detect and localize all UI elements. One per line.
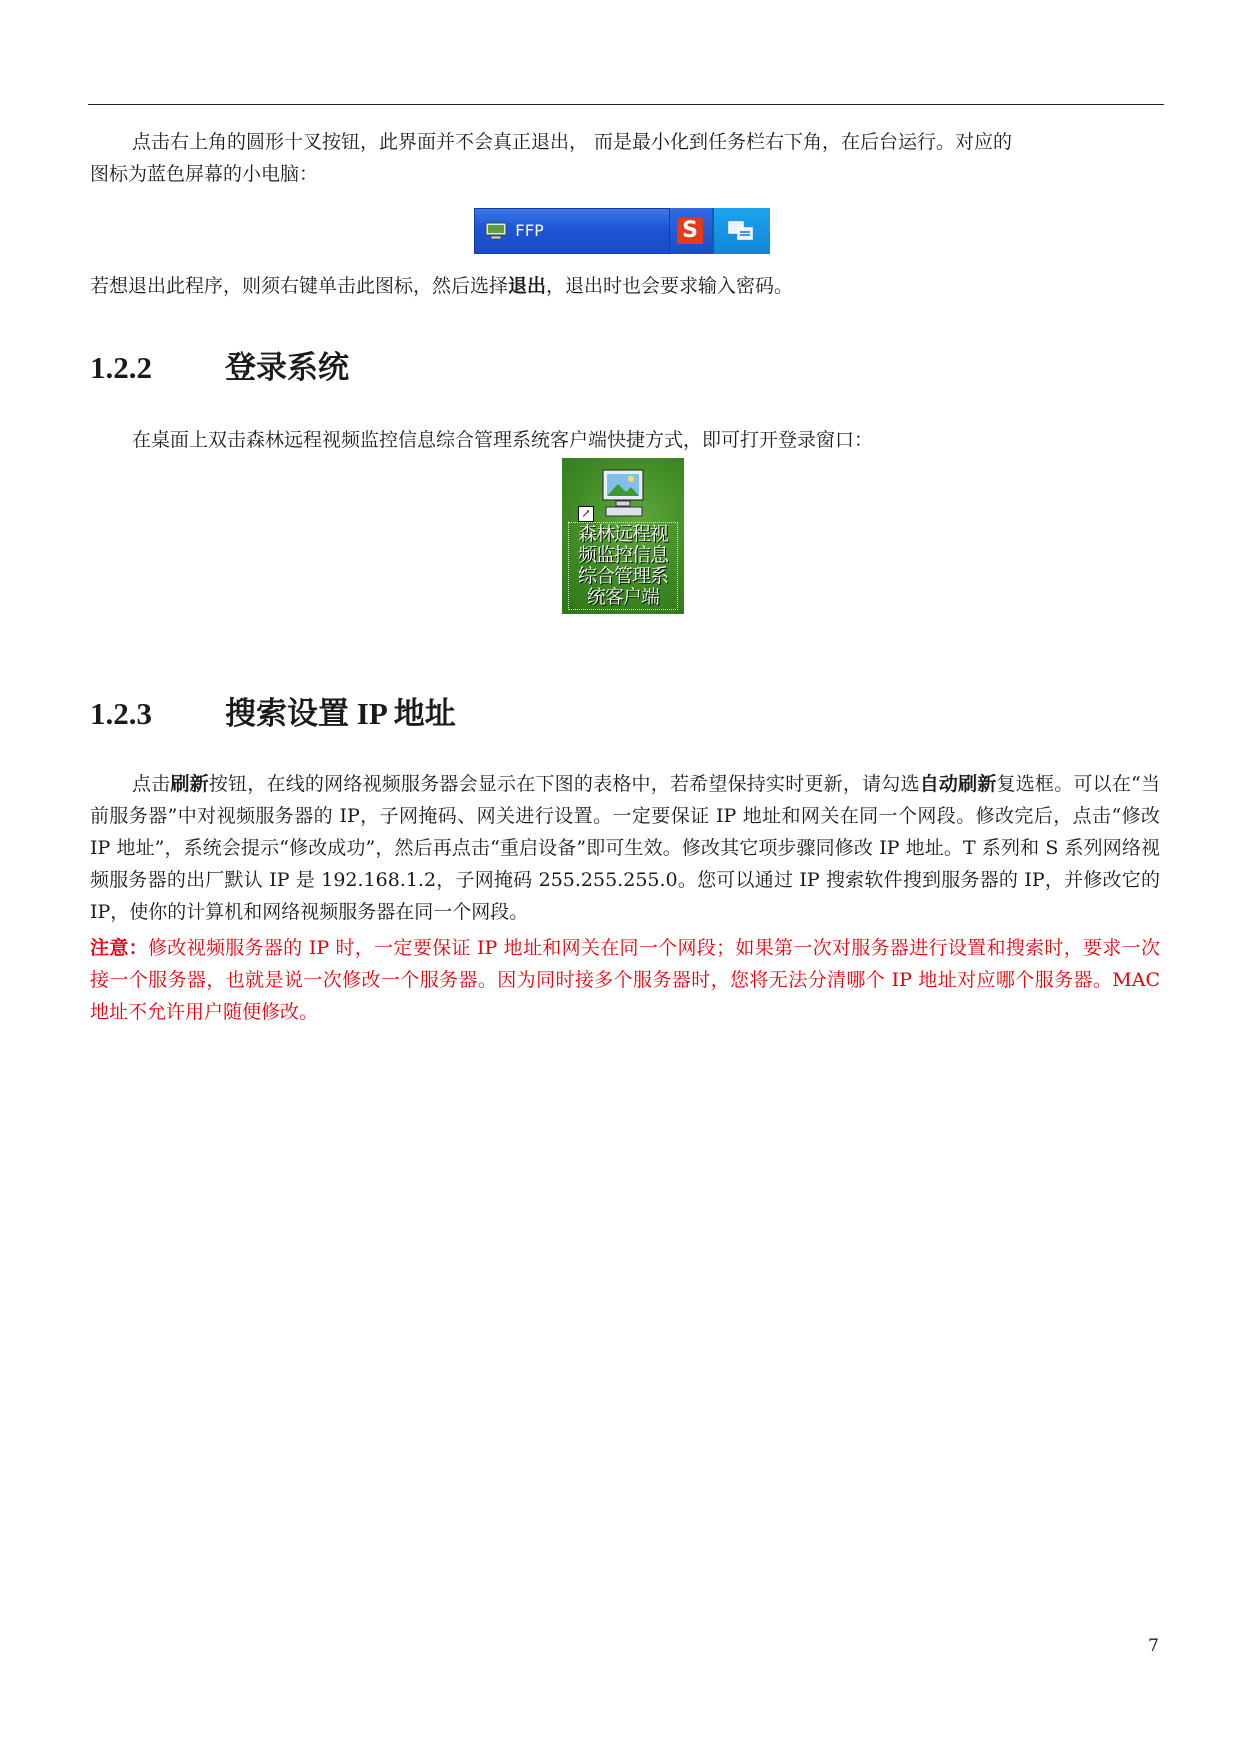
heading-ip-settings	[90, 688, 456, 733]
exit-text-after: ，退出时也会要求输入密码。	[546, 275, 794, 297]
exit-text-before: 若想退出此程序，则须右键单击此图标，然后选择	[90, 275, 509, 297]
computer-icon	[485, 222, 507, 240]
exit-paragraph	[90, 270, 1160, 302]
login-paragraph: 在桌面上双击森林远程视频监控信息综合管理系统客户端快捷方式，即可打开登录窗口：	[132, 429, 874, 451]
refresh-bold: 刷新	[170, 773, 209, 795]
intro-line-1: 点击右上角的圆形十叉按钮，此界面并不会真正退出， 而是最小化到任务栏右下角，在后台运行。对应的	[132, 131, 1013, 153]
taskbar-app-button	[474, 208, 670, 254]
ip-text: 点击	[132, 773, 171, 795]
taskbar-app-label: FFP	[515, 221, 544, 240]
caption-line: 综合管理系	[577, 565, 668, 587]
shortcut-arrow-icon: ↗	[578, 506, 594, 522]
heading-number: 1.2.2	[90, 350, 152, 385]
note-text: 修改视频服务器的 IP 时，一定要保证 IP 地址和网关在同一个网段；如果第一次对服务器进行设置和搜索时，要求一次接一个服务器，也就是说一次修改一个服务器。因为同时接多个服务器时，您将无法分清哪个 IP 地址对应哪个服务器。MAC 地址不允许用户随便修改。	[90, 937, 1160, 1023]
network-monitor-icon	[728, 220, 754, 242]
page-number: 7	[1148, 1636, 1159, 1656]
sogou-tray-item	[670, 208, 712, 254]
heading-title: 登录系统	[225, 350, 349, 385]
heading-number: 1.2.3	[90, 696, 152, 731]
intro-line-2: 图标为蓝色屏幕的小电脑：	[90, 163, 319, 185]
monitor-icon	[600, 468, 646, 518]
taskbar-screenshot	[474, 208, 770, 254]
sogou-icon: S	[677, 218, 703, 244]
system-tray	[712, 208, 770, 254]
desktop-shortcut-screenshot	[562, 458, 684, 614]
ip-text: 复选框。可以在“当前服务器”中对视频服务器的 IP，子网掩码、网关进行设置。一定要保证 IP 地址和网关在同一个网段。修改完后，点击“修改 IP 地址”，系统会提示“修改成功”，然后再点击“重启设备”即可生效。修改其它项步骤同修改 IP 地址。T 系列和 S 系列网络视频服务器的出厂默认 IP 是 192.168.1.2，子网掩码 255.255.255.0。您可以通过 IP 搜索软件搜到服务器的 IP，并修改它的 IP，使你的计算机和网络视频服务器在同一个网段。	[90, 773, 1160, 923]
note-paragraph	[90, 932, 1160, 1028]
note-label: 注意：	[90, 937, 148, 959]
auto-refresh-bold: 自动刷新	[919, 773, 997, 795]
ip-text: 按钮，在线的网络视频服务器会显示在下图的表格中，若希望保持实时更新，请勾选	[208, 773, 920, 795]
exit-bold: 退出	[508, 275, 547, 297]
header-rule	[88, 104, 1164, 105]
heading-title: 搜索设置 IP 地址	[225, 696, 456, 731]
caption-line: 森林远程视	[577, 523, 668, 545]
ip-paragraph	[90, 768, 1160, 928]
intro-paragraph	[90, 126, 1160, 190]
heading-login-system	[90, 342, 349, 387]
caption-line: 统客户端	[586, 586, 659, 608]
shortcut-caption	[566, 524, 680, 608]
caption-line: 频监控信息	[577, 544, 668, 566]
